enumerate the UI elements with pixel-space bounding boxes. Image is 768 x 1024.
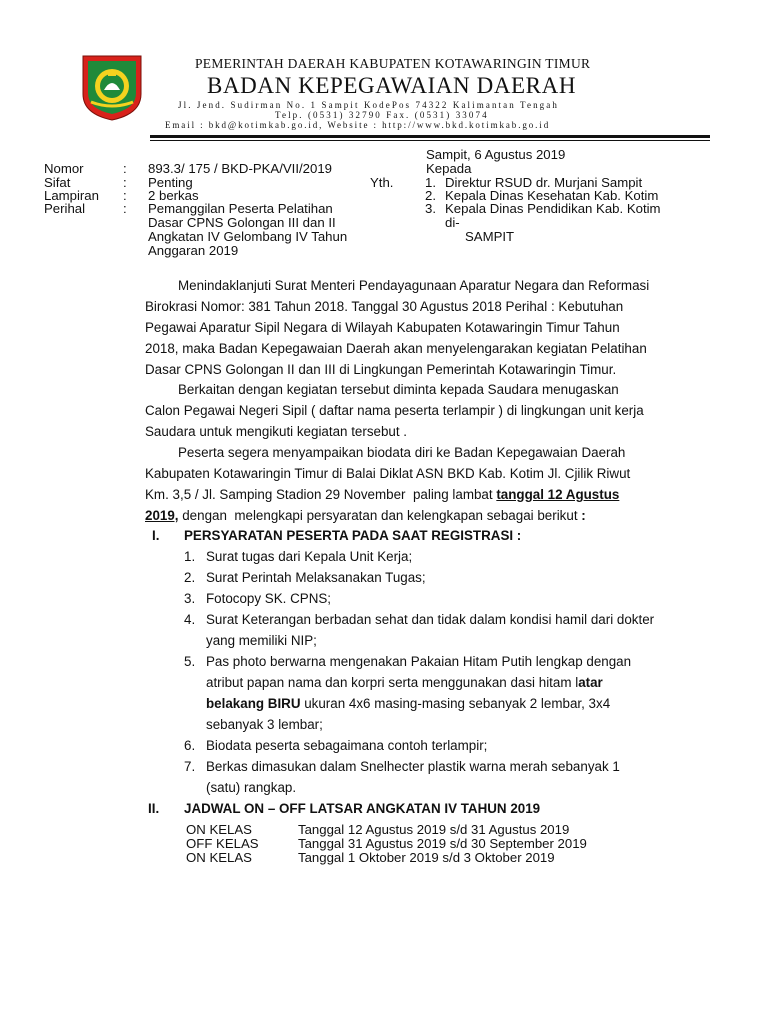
lampiran-value: 2 berkas — [148, 188, 199, 203]
agency-name: BADAN KEPEGAWAIAN DAERAH — [207, 73, 577, 98]
section-1-number: I. — [152, 528, 160, 543]
nomor-label: Nomor — [44, 161, 84, 176]
recipient-num: 3. — [425, 201, 436, 216]
letter-date: Sampit, 6 Agustus 2019 — [426, 147, 566, 162]
agency-phone: Telp. (0531) 32790 Fax. (0531) 33074 — [275, 110, 489, 120]
requirement-num: 4. — [184, 612, 196, 627]
requirement-item-cont — [206, 694, 610, 715]
letterhead-rule-thick — [150, 135, 710, 138]
requirement-bold-text: belakang BIRU — [206, 696, 301, 711]
requirement-num: 3. — [184, 591, 196, 606]
body-line: Berkaitan dengan kegiatan tersebut diminta kepada Saudara menugaskan — [178, 382, 619, 397]
requirement-bold-text: atar — [578, 675, 603, 690]
lampiran-label: Lampiran — [44, 188, 99, 203]
kepada-label: Kepada — [426, 161, 472, 176]
sifat-value: Penting — [148, 175, 193, 190]
deadline-date: tanggal 12 Agustus — [496, 487, 620, 502]
agency-contact: Email : bkd@kotimkab.go.id, Website : http://www.bkd.kotimkab.go.id — [165, 120, 551, 130]
body-line: Menindaklanjuti Surat Menteri Pendayagunaan Aparatur Negara dan Reformasi — [178, 278, 650, 293]
government-name: PEMERINTAH DAERAH KABUPATEN KOTAWARINGIN TIMUR — [195, 56, 591, 71]
requirement-item: Pas photo berwarna mengenakan Pakaian Hitam Putih lengkap dengan — [206, 654, 632, 669]
perihal-line: Pemanggilan Peserta Pelatihan — [148, 201, 333, 216]
kotawaringin-timur-emblem-icon — [77, 50, 147, 122]
requirement-item-cont: sebanyak 3 lembar; — [206, 717, 323, 732]
requirement-num: 6. — [184, 738, 196, 753]
requirement-item: Surat tugas dari Kepala Unit Kerja; — [206, 549, 413, 564]
requirement-text: atribut papan nama dan korpri serta menggunakan dasi hitam l — [206, 675, 579, 690]
schedule-value: Tanggal 1 Oktober 2019 s/d 3 Oktober 2019 — [298, 850, 555, 865]
requirement-num: 7. — [184, 759, 196, 774]
recipient-di: di- — [445, 215, 460, 230]
perihal-line: Dasar CPNS Golongan III dan II — [148, 215, 336, 230]
requirement-item-cont — [206, 673, 603, 694]
body-text: dengan melengkapi persyaratan dan kelengkapan sebagai berikut — [178, 508, 582, 523]
schedule-label: ON KELAS — [186, 850, 252, 865]
perihal-label: Perihal — [44, 201, 86, 216]
agency-address: Jl. Jend. Sudirman No. 1 Sampit KodePos 74322 Kalimantan Tengah — [178, 100, 559, 110]
requirement-item: Surat Keterangan berbadan sehat dan tidak dalam kondisi hamil dari dokter — [206, 612, 655, 627]
recipient-num: 2. — [425, 188, 436, 203]
perihal-line: Angkatan IV Gelombang IV Tahun — [148, 229, 348, 244]
recipient-item: Kepala Dinas Pendidikan Kab. Kotim — [445, 201, 661, 216]
requirement-num: 2. — [184, 570, 196, 585]
nomor-colon: : — [123, 161, 127, 176]
schedule-value: Tanggal 12 Agustus 2019 s/d 31 Agustus 2019 — [298, 822, 570, 837]
requirement-item-cont: yang memiliki NIP; — [206, 633, 317, 648]
nomor-value: 893.3/ 175 / BKD-PKA/VII/2019 — [148, 161, 333, 176]
yth-label: Yth. — [370, 175, 394, 190]
body-line — [145, 506, 586, 527]
recipient-item: Kepala Dinas Kesehatan Kab. Kotim — [445, 188, 659, 203]
schedule-label: ON KELAS — [186, 822, 252, 837]
lampiran-colon: : — [123, 188, 127, 203]
perihal-line: Anggaran 2019 — [148, 243, 239, 258]
schedule-label: OFF KELAS — [186, 836, 259, 851]
requirement-item-cont: (satu) rangkap. — [206, 780, 297, 795]
section-2-number: II. — [148, 801, 160, 816]
requirement-num: 5. — [184, 654, 196, 669]
section-1-title: PERSYARATAN PESERTA PADA SAAT REGISTRASI : — [184, 528, 522, 543]
body-colon: : — [581, 508, 586, 523]
body-line: Calon Pegawai Negeri Sipil ( daftar nama peserta terlampir ) di lingkungan unit kerja — [145, 403, 644, 418]
deadline-year: 2019, — [145, 508, 179, 523]
body-line: Kabupaten Kotawaringin Timur di Balai Diklat ASN BKD Kab. Kotim Jl. Cjilik Riwut — [145, 466, 631, 481]
body-line: Peserta segera menyampaikan biodata diri ke Badan Kepegawaian Daerah — [178, 445, 626, 460]
schedule-value: Tanggal 31 Agustus 2019 s/d 30 September 2019 — [298, 836, 587, 851]
section-2-title: JADWAL ON – OFF LATSAR ANGKATAN IV TAHUN 2019 — [184, 801, 541, 816]
requirement-item: Berkas dimasukan dalam Snelhecter plastik warna merah sebanyak 1 — [206, 759, 620, 774]
recipient-num: 1. — [425, 175, 436, 190]
body-text: Km. 3,5 / Jl. Samping Stadion 29 November paling lambat — [145, 487, 497, 502]
body-line: 2018, maka Badan Kepegawaian Daerah akan menyelengarakan kegiatan Pelatihan — [145, 341, 647, 356]
sifat-colon: : — [123, 175, 127, 190]
requirement-item: Surat Perintah Melaksanakan Tugas; — [206, 570, 426, 585]
body-line: Birokrasi Nomor: 381 Tahun 2018. Tanggal 30 Agustus 2018 Perihal : Kebutuhan — [145, 299, 624, 314]
body-line: Pegawai Aparatur Sipil Negara di Wilayah Kabupaten Kotawaringin Timur Tahun — [145, 320, 620, 335]
recipient-city: SAMPIT — [465, 229, 515, 244]
sifat-label: Sifat — [44, 175, 71, 190]
body-line: Dasar CPNS Golongan II dan III di Lingkungan Pemerintah Kotawaringin Timur. — [145, 362, 617, 377]
requirement-item: Fotocopy SK. CPNS; — [206, 591, 332, 606]
requirement-text: ukuran 4x6 masing-masing sebanyak 2 lembar, 3x4 — [300, 696, 611, 711]
perihal-colon: : — [123, 201, 127, 216]
letterhead-rule-thin — [150, 140, 710, 141]
body-line — [145, 485, 619, 506]
body-line: Saudara untuk mengikuti kegiatan tersebut . — [145, 424, 408, 439]
recipient-item: Direktur RSUD dr. Murjani Sampit — [445, 175, 643, 190]
requirement-item: Biodata peserta sebagaimana contoh terlampir; — [206, 738, 488, 753]
requirement-num: 1. — [184, 549, 196, 564]
